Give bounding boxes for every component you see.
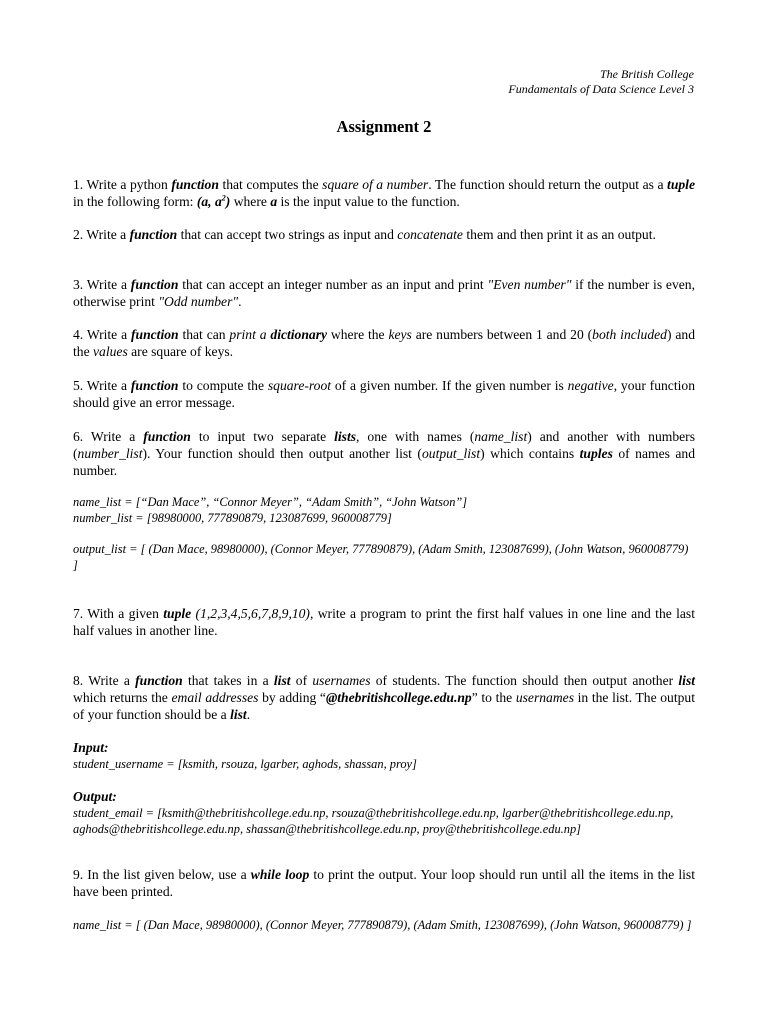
q1-text: . The function should return the output as a <box>428 177 668 192</box>
q1-superscript: 2 <box>221 193 226 203</box>
q5-text: of a given number. If the given number is <box>331 378 568 393</box>
q8-text: in the list. The output of your function should be a <box>73 690 695 722</box>
q9-emphasis: while loop <box>250 867 310 882</box>
q6-text: to input two separate <box>190 429 335 444</box>
q6-emphasis: name_list <box>474 429 528 444</box>
question-7 <box>73 605 695 639</box>
q6-text: ) and another with numbers ( <box>73 429 695 461</box>
question-6 <box>73 428 695 479</box>
q3-text: if the number is even, otherwise print <box>73 277 695 309</box>
q9-text: to print the output. Your loop should run until all the items in the list have been printed. <box>73 867 695 899</box>
q8-emphasis: list <box>273 673 291 688</box>
code-student-email: student_email = [ksmith@thebritishcollege.edu.np, rsouza@thebritishcollege.edu.np, lgarber@thebritishcollege.edu.np, aghods@thebritishcollege.edu.np, shassan@thebritishcollege.edu.np, proy@thebritishcollege.edu.np] <box>73 806 674 836</box>
q7-text: 7. With a given <box>73 606 164 621</box>
q8-text: which returns the <box>73 690 172 705</box>
q7-emphasis: tuple <box>163 606 192 621</box>
q4-text: 4. Write a <box>73 327 131 342</box>
question-3 <box>73 276 695 310</box>
question-4 <box>73 326 695 360</box>
q4-text: ) and the <box>73 327 696 359</box>
input-label: Input: <box>73 740 109 755</box>
q4-emphasis: print a <box>229 327 271 342</box>
q9-text: 9. In the list given below, use a <box>73 867 251 882</box>
q8-emphasis: function <box>135 673 183 688</box>
question-1 <box>73 176 695 210</box>
header-college-name: The British College <box>600 67 694 81</box>
q8-text: 8. Write a <box>73 673 136 688</box>
q4-emphasis: function <box>130 327 179 342</box>
code-output-list: output_list = [ (Dan Mace, 98980000), (Connor Meyer, 777890879), (Adam Smith, 123087699), (John Watson, 960008779) ] <box>73 542 689 572</box>
q8-text: that takes in a <box>182 673 274 688</box>
q4-text: that can <box>178 327 230 342</box>
q8-text: . <box>246 707 251 722</box>
q8-emphasis: list <box>678 673 696 688</box>
q6-text: ). Your function should then output another list ( <box>142 446 422 461</box>
q2-text: them and then print it as an output. <box>462 227 656 242</box>
code-number-list: number_list = [98980000, 777890879, 123087699, 960008779] <box>73 511 392 525</box>
q3-text: 3. Write a <box>73 277 131 292</box>
question-2 <box>73 226 695 243</box>
code-student-username: student_username = [ksmith, rsouza, lgarber, aghods, shassan, proy] <box>73 757 417 771</box>
q5-emphasis: function <box>130 378 179 393</box>
q6-emphasis: output_list <box>421 446 481 461</box>
q1-emphasis: a <box>270 194 278 209</box>
q6-emphasis: function <box>143 429 191 444</box>
document-header <box>508 67 694 97</box>
q6-emphasis: lists <box>334 429 357 444</box>
q8-text: ” to the <box>471 690 516 705</box>
q1-text: where <box>230 194 271 209</box>
q4-emphasis: both included <box>592 327 667 342</box>
header-course-name: Fundamentals of Data Science Level 3 <box>508 82 694 96</box>
q6-text: , one with names ( <box>356 429 475 444</box>
code-name-list-tuples: name_list = [ (Dan Mace, 98980000), (Connor Meyer, 777890879), (Adam Smith, 123087699), (John Watson, 960008779) ] <box>73 918 692 932</box>
question-9 <box>73 866 695 900</box>
q1-emphasis: (a, a <box>196 194 222 209</box>
q1-emphasis: tuple <box>667 177 695 192</box>
q3-text: that can accept an integer number as an input and print <box>178 277 488 292</box>
q8-emphasis: list <box>230 707 247 722</box>
q1-text: 1. Write a python <box>73 177 172 192</box>
q2-text: 2. Write a <box>73 227 130 242</box>
q5-emphasis: negative <box>567 378 614 393</box>
q6-text: of names and number. <box>73 446 696 478</box>
q8-text: of students. The function should then output another <box>370 673 679 688</box>
q3-emphasis: function <box>130 277 179 292</box>
q7-text: , write a program to print the first half values in one line and the last half values in another line. <box>73 606 696 638</box>
q2-text: that can accept two strings as input and <box>177 227 398 242</box>
q4-text: are numbers between 1 and 20 ( <box>411 327 593 342</box>
q1-emphasis: square of a number <box>322 177 429 192</box>
q1-text: is the input value to the function. <box>277 194 460 209</box>
q1-text: in the following form: <box>73 194 197 209</box>
q6-emphasis: number_list <box>77 446 143 461</box>
q5-text: to compute the <box>178 378 268 393</box>
q1-text: that computes the <box>218 177 323 192</box>
q8-emphasis: usernames <box>312 673 371 688</box>
q4-text: are square of keys. <box>127 344 234 359</box>
question-8 <box>73 672 695 723</box>
q3-emphasis: "Even number" <box>487 277 572 292</box>
q4-text: where the <box>327 327 389 342</box>
q6-emphasis: tuples <box>579 446 613 461</box>
q8-emphasis: email addresses <box>171 690 259 705</box>
q8-emphasis: @thebritishcollege.edu.np <box>325 690 472 705</box>
q5-emphasis: square-root <box>267 378 332 393</box>
q1-emphasis: ) <box>225 194 231 209</box>
q4-emphasis: values <box>93 344 128 359</box>
q3-emphasis: "Odd number" <box>158 294 239 309</box>
output-label: Output: <box>73 789 117 804</box>
question-5 <box>73 377 695 411</box>
q1-emphasis: function <box>171 177 219 192</box>
q8-text: by adding “ <box>258 690 326 705</box>
q4-emphasis: dictionary <box>270 327 328 342</box>
q2-emphasis: function <box>129 227 178 242</box>
q3-text: . <box>238 294 242 309</box>
q5-text: , your function should give an error message. <box>73 378 695 410</box>
code-name-list: name_list = [“Dan Mace”, “Connor Meyer”, “Adam Smith”, “John Watson”] <box>73 495 468 509</box>
q8-emphasis: usernames <box>515 690 574 705</box>
q2-emphasis: concatenate <box>397 227 463 242</box>
q5-text: 5. Write a <box>73 378 131 393</box>
q8-text: of <box>290 673 313 688</box>
q6-text: 6. Write a <box>73 429 144 444</box>
document-title: Assignment 2 <box>336 117 432 136</box>
q4-emphasis: keys <box>388 327 412 342</box>
q6-text: ) which contains <box>480 446 580 461</box>
q7-emphasis: (1,2,3,4,5,6,7,8,9,10) <box>191 606 310 621</box>
